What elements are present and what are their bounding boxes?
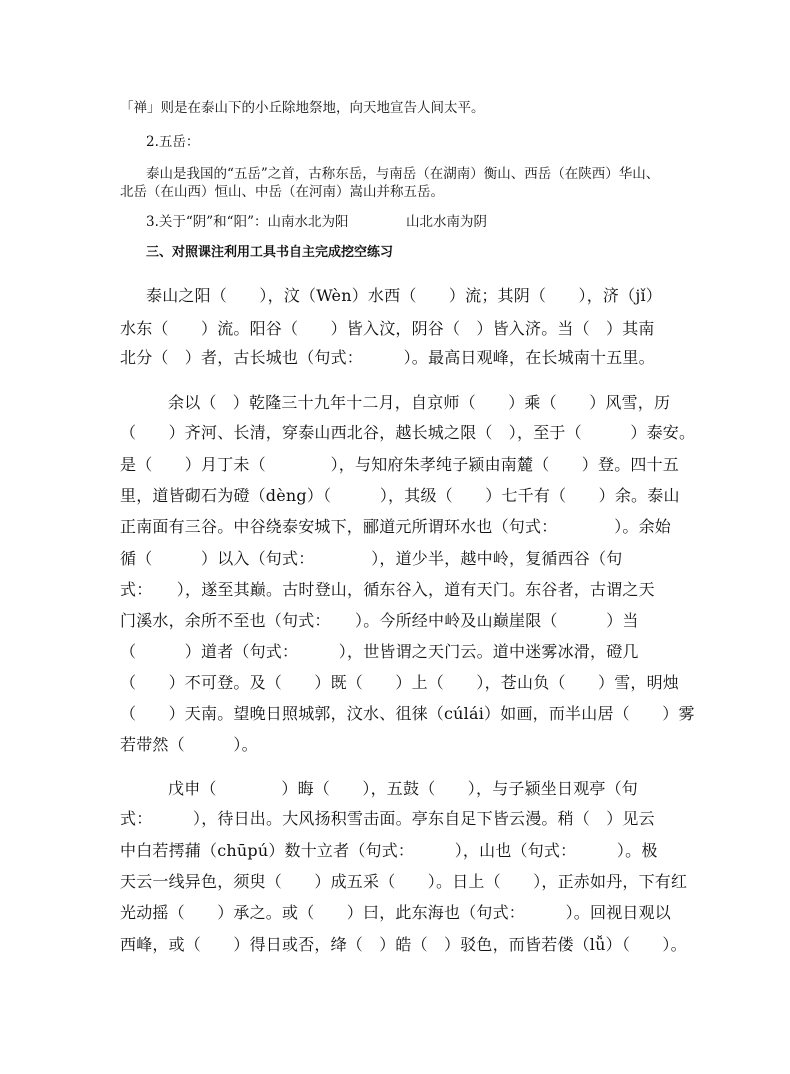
text-line: 中白若摴蒱（chūpú）数十立者（句式： ），山也（句式： ）。极: [120, 841, 658, 860]
wuyue-line-1: 泰山是我国的“五岳”之首，古称东岳，与南岳（在湖南）衡山、西岳（在陕西）华山、: [146, 166, 660, 182]
text-line: 式： ），遂至其巅。古时登山，循东谷入，道有天门。东谷者，古谓之天: [120, 580, 655, 599]
yinyang-note-rest: 山北水南为阴: [406, 214, 487, 230]
text-line: 是（ ）月丁未（ ），与知府朱孝纯子颍由南麓（ ）登。四十五: [120, 455, 680, 474]
wuyue-line-2: 北岳（在山西）恒山、中岳（在河南）嵩山并称五岳。: [120, 184, 444, 200]
text-line: 天云一线异色，须臾（ ）成五采（ ）。日上（ ），正赤如丹，下有红: [120, 872, 688, 891]
text-line: 西峰，或（ ）得日或否，绛（ ）皓（ ）驳色，而皆若偻（lǚ）（ ）。: [120, 935, 687, 954]
chan-note: 「禅」则是在泰山下的小丘除地祭地，向天地宣告人间太平。: [120, 100, 485, 116]
text-line: 里，道皆砌石为磴（dèng）（ ），其级（ ）七千有（ ）余。泰山: [120, 486, 680, 505]
text-line: 余以（ ）乾隆三十九年十二月，自京师（ ）乘（ ）风雪，历: [168, 393, 671, 412]
text-line: 若带然（ ）。: [120, 735, 258, 754]
yinyang-note: 3.关于“阴”和“阳”：山南水北为阳: [146, 214, 349, 230]
text-line: （ ）不可登。及（ ）既（ ）上（ ），苍山负（ ）雪，明烛: [120, 673, 680, 692]
text-line: 循（ ）以入（句式： ），道少半，越中岭，复循西谷（句: [120, 549, 623, 568]
text-line: 光动摇（ ）承之。或（ ）曰，此东海也（句式： ）。回视日观以: [120, 903, 672, 922]
text-line: 式： ），待日出。大风扬积雪击面。亭东自足下皆云漫。稍（ ）见云: [120, 809, 655, 828]
text-line: 泰山之阳（ ），汶（Wèn）水西（ ）流；其阴（ ），济（jǐ）: [146, 286, 662, 305]
wuyue-title: 2.五岳：: [146, 134, 200, 150]
text-line: 北分（ ）者，古长城也（句式： ）。最高日观峰，在长城南十五里。: [120, 348, 655, 367]
text-line: 水东（ ）流。阳谷（ ）皆入汶，阴谷（ ）皆入济。当（ ）其南: [120, 319, 655, 338]
text-line: （ ）天南。望晚日照城郭，汶水、徂徕（cúlái）如画，而半山居（ ）雾: [120, 704, 695, 723]
text-line: 戊申（ ）晦（ ），五鼓（ ），与子颍坐日观亭（句: [168, 779, 639, 798]
text-line: 门溪水，余所不至也（句式： ）。今所经中岭及山巅崖限（ ）当: [120, 611, 639, 630]
text-line: （ ）齐河、长清，穿泰山西北谷，越长城之限（ ），至于（ ）泰安。: [120, 423, 696, 442]
section-heading: 三、对照课注利用工具书自主完成挖空练习: [146, 245, 394, 260]
text-line: 正南面有三谷。中谷绕泰安城下，郦道元所谓环水也（句式： ）。余始: [120, 517, 672, 536]
text-line: （ ）道者（句式： ），世皆谓之天门云。道中迷雾冰滑，磴几: [120, 642, 639, 661]
